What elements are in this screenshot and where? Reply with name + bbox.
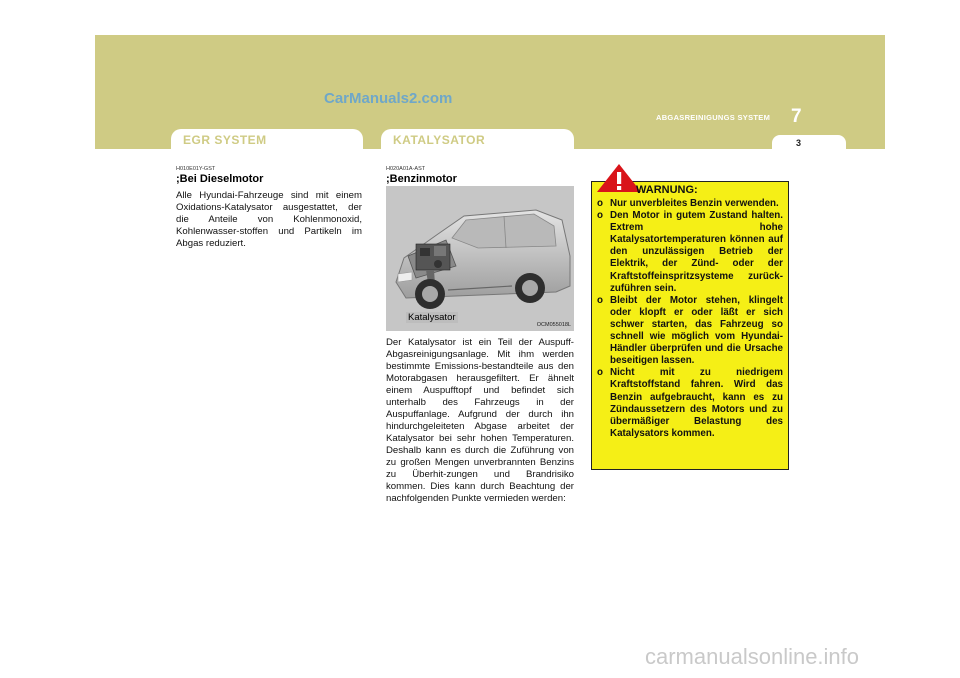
middle-subtitle: ;Benzinmotor [386, 173, 457, 185]
left-section-title: EGR SYSTEM [183, 133, 267, 147]
chapter-number: 7 [791, 106, 802, 127]
warning-item [597, 295, 783, 368]
warning-title: WARNUNG: [636, 184, 698, 196]
warning-bullet: o [597, 294, 603, 306]
left-body-text: Alle Hyundai-Fahrzeuge sind mit einem Oxidations-Katalysator ausgestattet, der die Anteile von Kohlenmonoxid, Kohlenwasser-stoffen und Partikeln im Abgas reduziert. [176, 190, 362, 249]
warning-item-text: Bleibt der Motor stehen, klingelt oder klopft er oder läßt er sich schwer starten, das Fahrzeug so schnell wie möglich vom Hyundai-Händler überprüfen und die Ursache beseitigen lassen. [610, 294, 783, 367]
right-section-title: KATALYSATOR [393, 133, 486, 147]
catalyst-figure [386, 186, 574, 331]
figure-code: OCM055018L [536, 322, 571, 328]
warning-item-text: Nicht mit zu niedrigem Kraftstoffstand fahren. Wird das Benzin aufgebraucht, kann es zu Zündaussetzern des Motors und zu übermäßiger Belastung des Katalysators kommen. [610, 367, 783, 439]
left-section-code: H010E01Y-GST [176, 166, 216, 172]
warning-item [597, 198, 783, 210]
middle-body-text: Der Katalysator ist ein Teil der Auspuff-Abgasreinigungsanlage. Mit ihm werden bestimmte Emissions-bestandteile aus den Motorabgasen herausgefiltert. Er ähnelt einem Auspufftopf und befindet sich unterhalb des Fahrzeugs in der Auspuffanlage. Aufgrund der durch ihn hindurchgeleiteten Abgase arbeitet der Katalysator bei sehr hohen Temperaturen. Deshalb kann es durch die Zuführung von zu großen Mengen unverbrannten Benzins zu Überhit-zungen und Brandrisiko kommen. Dies kann durch Beachtung der nachfolgenden Punkte vermieden werden: [386, 337, 574, 504]
warning-list [597, 198, 783, 440]
chapter-title: ABGASREINIGUNGS SYSTEM [656, 113, 771, 122]
warning-bullet: o [597, 210, 603, 222]
footer-watermark[interactable]: carmanualsonline.info [645, 644, 860, 669]
warning-item [597, 210, 783, 295]
warning-item [597, 367, 783, 440]
page-number-tab [772, 135, 846, 149]
page-number: 3 [796, 138, 802, 148]
left-subtitle: ;Bei Dieselmotor [176, 173, 264, 185]
figure-label: Katalysator [408, 312, 456, 323]
warning-item-text: Nur unverbleites Benzin verwenden. [610, 198, 779, 209]
middle-section-code: H020A01A-AST [386, 166, 426, 172]
warning-item-text: Den Motor in gutem Zustand halten. Extrem hohe Katalysatortemperaturen können auf den unzulässigen Betrieb der Elektrik, der Zünd- oder der Kraftstoffeinspritzsysteme zurück-zuführen sein. [610, 210, 783, 294]
warning-bullet: o [597, 198, 603, 209]
warning-bullet: o [597, 367, 603, 379]
header-watermark[interactable]: CarManuals2.com [324, 90, 453, 107]
car-illustration-icon [386, 186, 574, 331]
